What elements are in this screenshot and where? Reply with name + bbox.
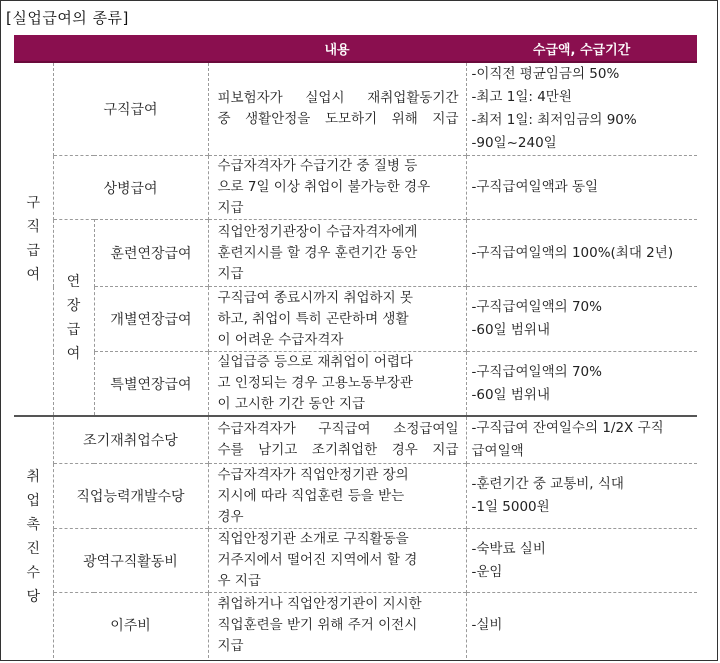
benefit-name: 조기재취업수당 xyxy=(53,416,208,464)
benefit-types-table xyxy=(14,35,697,658)
benefit-amount: -이직전 평균임금의 50% -최고 1일: 4만원 -최저 1일: 최저임금의 90% -90일~240일 xyxy=(466,62,697,156)
category-job-seeking-benefit: 구 직 급 여 xyxy=(26,195,41,283)
benefit-name: 개별연장급여 xyxy=(94,287,208,352)
benefit-content: 실업급증 등으로 재취업이 어렵다 고 인정되는 경우 고용노동부장관 이 고시한 기간 동안 지급 xyxy=(208,352,466,417)
benefit-name: 이주비 xyxy=(53,593,208,658)
benefit-content: 수급자격자가 구직급여 소정급여일 수를 남기고 조기취업한 경우 지급 xyxy=(208,416,466,464)
table-row xyxy=(14,352,697,417)
benefit-amount: -실비 xyxy=(466,593,697,658)
table-title: [실업급여의 종류] xyxy=(6,9,129,27)
benefit-content: 취업하거나 직업안정기관이 지시한 직업훈련을 받기 위해 주거 이전시 지급 xyxy=(208,593,466,658)
header-content: 내용 xyxy=(208,35,466,62)
benefit-content: 구직급여 종료시까지 취업하지 못 하고, 취업이 특히 곤란하며 생활 이 어려운 수급자격자 xyxy=(208,287,466,352)
table-row xyxy=(14,156,697,220)
benefit-name: 훈련연장급여 xyxy=(94,220,208,287)
table-row xyxy=(14,220,697,287)
benefit-amount: -구직급여일액의 100%(최대 2년) xyxy=(466,220,697,287)
benefit-content: 직업안정기관 소개로 구직활동을 거주지에서 떨어진 지역에서 할 경 우 지급 xyxy=(208,529,466,593)
table-row xyxy=(14,62,697,156)
category-extended-benefit: 연 장 급 여 xyxy=(53,220,94,417)
benefit-name: 특별연장급여 xyxy=(94,352,208,417)
benefit-amount: -구직급여 잔여일수의 1/2X 구직 급여일액 xyxy=(466,416,697,464)
header-amount: 수급액, 수급기간 xyxy=(466,35,697,62)
table-header-row xyxy=(14,35,697,62)
benefit-name: 구직급여 xyxy=(53,62,208,156)
benefit-content: 직업안정기관장이 수급자격자에게 훈련지시를 할 경우 훈련기간 동안 지급 xyxy=(208,220,466,287)
benefit-name: 직업능력개발수당 xyxy=(53,464,208,529)
benefit-amount: -숙박료 실비 -운임 xyxy=(466,529,697,593)
table-row xyxy=(14,464,697,529)
benefit-amount: -구직급여일액과 동일 xyxy=(466,156,697,220)
category-reemployment-allowance: 취 업 촉 진 수 당 xyxy=(26,469,41,606)
table-row xyxy=(14,416,697,464)
benefit-content: 수급자격자가 수급기간 중 질병 등 으로 7일 이상 취업이 불가능한 경우 지급 xyxy=(208,156,466,220)
benefit-amount: -훈련기간 중 교통비, 식대 -1일 5000원 xyxy=(466,464,697,529)
benefit-amount: -구직급여일액의 70% -60일 범위내 xyxy=(466,352,697,417)
table-row xyxy=(14,287,697,352)
header-blank xyxy=(14,35,208,62)
table-row xyxy=(14,593,697,658)
benefit-name: 상병급여 xyxy=(53,156,208,220)
benefit-content: 피보험자가 실업시 재취업활동기간 중 생활안정을 도모하기 위해 지급 xyxy=(208,62,466,156)
benefit-content: 수급자격자가 직업안정기관 장의 지시에 따라 직업훈련 등을 받는 경우 xyxy=(208,464,466,529)
benefit-name: 광역구직활동비 xyxy=(53,529,208,593)
benefit-amount: -구직급여일액의 70% -60일 범위내 xyxy=(466,287,697,352)
table-row xyxy=(14,529,697,593)
